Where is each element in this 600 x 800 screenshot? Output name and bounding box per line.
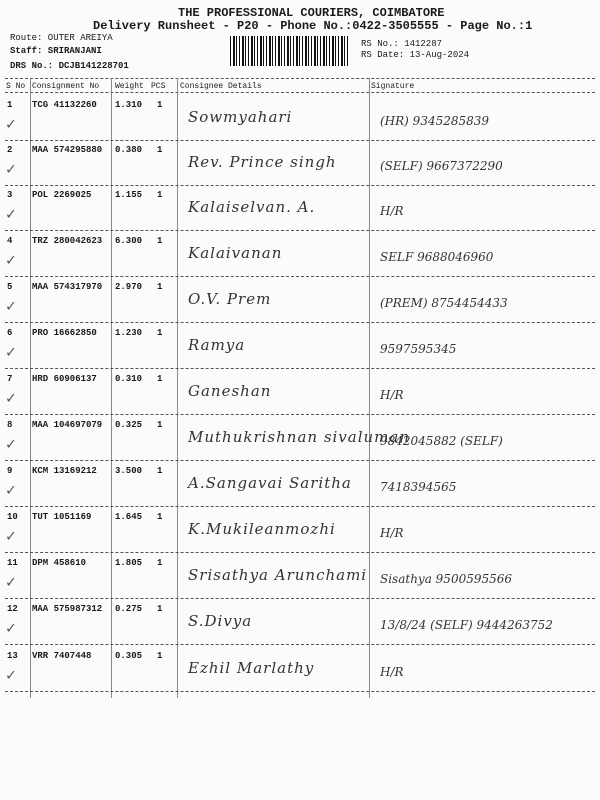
col-sno: S No: [6, 82, 26, 91]
consignee-name: S.Divya: [188, 612, 253, 630]
consignee-name: Srisathya Arunchami: [188, 566, 368, 584]
barcode: [230, 36, 350, 66]
runsheet-subtitle: Delivery Runsheet - P20 - Phone No.:0422-3505555 - Page No.:1: [93, 19, 533, 33]
row-weight: 3.500: [115, 466, 143, 476]
row-weight: 6.300: [115, 236, 143, 246]
row-weight: 0.380: [115, 145, 143, 155]
row-divider: [5, 598, 595, 599]
row-pcs: 1: [157, 651, 163, 661]
row-consignment-no: TRZ 280042623: [32, 236, 103, 246]
row-weight: 1.230: [115, 328, 143, 338]
row-sno: 2: [7, 145, 13, 155]
signature-note: H/R: [380, 388, 404, 402]
row-sno: 7: [7, 374, 13, 384]
table-row: [0, 190, 600, 234]
rs-date: RS Date: 13-Aug-2024: [361, 50, 470, 60]
table-row: [0, 282, 600, 326]
row-consignment-no: DPM 458610: [32, 558, 87, 568]
table-row: [0, 558, 600, 602]
row-weight: 0.305: [115, 651, 143, 661]
row-weight: 0.325: [115, 420, 143, 430]
check-mark-icon: ✓: [6, 620, 16, 638]
signature-note: (SELF) 9667372290: [380, 159, 503, 173]
drs-label: DRS No.: DCJB141228701: [10, 61, 129, 71]
row-consignment-no: TCG 41132260: [32, 100, 97, 110]
row-pcs: 1: [157, 466, 163, 476]
row-divider: [5, 460, 595, 461]
row-sno: 3: [7, 190, 13, 200]
check-mark-icon: ✓: [6, 667, 16, 685]
check-mark-icon: ✓: [6, 574, 16, 592]
consignee-name: Ramya: [188, 336, 246, 354]
row-divider: [5, 552, 595, 553]
check-mark-icon: ✓: [6, 482, 16, 500]
col-consignee: Consignee Details: [180, 82, 262, 91]
table-row: [0, 604, 600, 648]
row-divider: [5, 230, 595, 231]
signature-note: 7418394565: [380, 480, 457, 494]
consignee-name: Ezhil Marlathy: [188, 659, 315, 677]
row-pcs: 1: [157, 512, 163, 522]
consignee-name: A.Sangavai Saritha: [188, 474, 352, 492]
consignee-name: O.V. Prem: [188, 290, 272, 308]
table-row: [0, 466, 600, 510]
row-pcs: 1: [157, 604, 163, 614]
row-consignment-no: VRR 7407448: [32, 651, 92, 661]
row-pcs: 1: [157, 100, 163, 110]
consignee-name: Rev. Prince singh: [188, 153, 337, 171]
row-consignment-no: MAA 574317970: [32, 282, 103, 292]
row-pcs: 1: [157, 558, 163, 568]
signature-note: Sisathya 9500595566: [380, 572, 513, 586]
row-divider: [5, 276, 595, 277]
consignee-name: Kalaiselvan. A.: [188, 198, 316, 216]
row-sno: 10: [7, 512, 18, 522]
signature-note: H/R: [380, 526, 404, 540]
table-row: [0, 512, 600, 556]
col-consignment: Consignment No: [32, 82, 100, 91]
table-row: [0, 420, 600, 464]
row-divider: [5, 185, 595, 186]
col-weight: Weight: [115, 82, 144, 91]
signature-note: 13/8/24 (SELF) 9444263752: [380, 618, 553, 632]
row-pcs: 1: [157, 420, 163, 430]
row-consignment-no: POL 2269025: [32, 190, 92, 200]
row-sno: 13: [7, 651, 18, 661]
signature-note: H/R: [380, 665, 404, 679]
signature-note: H/R: [380, 204, 404, 218]
check-mark-icon: ✓: [6, 390, 16, 408]
row-sno: 4: [7, 236, 13, 246]
row-divider: [5, 140, 595, 141]
row-divider: [5, 414, 595, 415]
row-divider: [5, 322, 595, 323]
company-title: THE PROFESSIONAL COURIERS, COIMBATORE: [178, 6, 445, 20]
table-row: [0, 374, 600, 418]
row-sno: 1: [7, 100, 13, 110]
row-weight: 1.310: [115, 100, 143, 110]
check-mark-icon: ✓: [6, 252, 16, 270]
table-row: [0, 145, 600, 189]
row-consignment-no: KCM 13169212: [32, 466, 97, 476]
row-weight: 0.275: [115, 604, 143, 614]
row-pcs: 1: [157, 190, 163, 200]
signature-note: (PREM) 8754454433: [380, 296, 508, 310]
row-consignment-no: PRO 16662850: [32, 328, 97, 338]
row-consignment-no: MAA 575987312: [32, 604, 103, 614]
table-row: [0, 236, 600, 280]
row-divider: [5, 506, 595, 507]
row-consignment-no: TUT 1051169: [32, 512, 92, 522]
table-row: [0, 651, 600, 695]
signature-note: (HR) 9345285839: [380, 114, 490, 128]
header-top-rule: [5, 78, 595, 79]
row-weight: 1.645: [115, 512, 143, 522]
header-bottom-rule: [5, 92, 595, 93]
col-pcs: PCS: [151, 82, 166, 91]
row-sno: 11: [7, 558, 18, 568]
row-sno: 8: [7, 420, 13, 430]
signature-note: 9597595345: [380, 342, 457, 356]
signature-note: 9842045882 (SELF): [380, 434, 503, 448]
table-row: [0, 328, 600, 372]
row-weight: 2.970: [115, 282, 143, 292]
consignee-name: Muthukrishnan sivaluman: [188, 428, 411, 446]
consignee-name: Ganeshan: [188, 382, 272, 400]
check-mark-icon: ✓: [6, 116, 16, 134]
row-sno: 9: [7, 466, 13, 476]
consignee-name: Kalaivanan: [188, 244, 283, 262]
row-sno: 6: [7, 328, 13, 338]
route-label: Route: OUTER AREIYA: [10, 33, 113, 43]
check-mark-icon: ✓: [6, 436, 16, 454]
row-divider: [5, 368, 595, 369]
row-consignment-no: MAA 104697079: [32, 420, 103, 430]
check-mark-icon: ✓: [6, 344, 16, 362]
rs-no: RS No.: 1412287: [361, 39, 443, 49]
row-pcs: 1: [157, 282, 163, 292]
staff-label: Staff: SRIRANJANI: [10, 46, 102, 56]
col-signature: Signature: [371, 82, 415, 91]
consignee-name: K.Mukileanmozhi: [188, 520, 336, 538]
row-consignment-no: HRD 60906137: [32, 374, 97, 384]
row-weight: 1.155: [115, 190, 143, 200]
signature-note: SELF 9688046960: [380, 250, 494, 264]
check-mark-icon: ✓: [6, 161, 16, 179]
consignee-name: Sowmyahari: [188, 108, 293, 126]
check-mark-icon: ✓: [6, 298, 16, 316]
row-pcs: 1: [157, 236, 163, 246]
row-pcs: 1: [157, 145, 163, 155]
row-sno: 12: [7, 604, 18, 614]
row-weight: 1.805: [115, 558, 143, 568]
row-divider: [5, 644, 595, 645]
row-pcs: 1: [157, 374, 163, 384]
row-weight: 0.310: [115, 374, 143, 384]
row-sno: 5: [7, 282, 13, 292]
table-row: [0, 100, 600, 144]
check-mark-icon: ✓: [6, 206, 16, 224]
check-mark-icon: ✓: [6, 528, 16, 546]
row-consignment-no: MAA 574295880: [32, 145, 103, 155]
row-divider: [5, 691, 595, 692]
row-pcs: 1: [157, 328, 163, 338]
